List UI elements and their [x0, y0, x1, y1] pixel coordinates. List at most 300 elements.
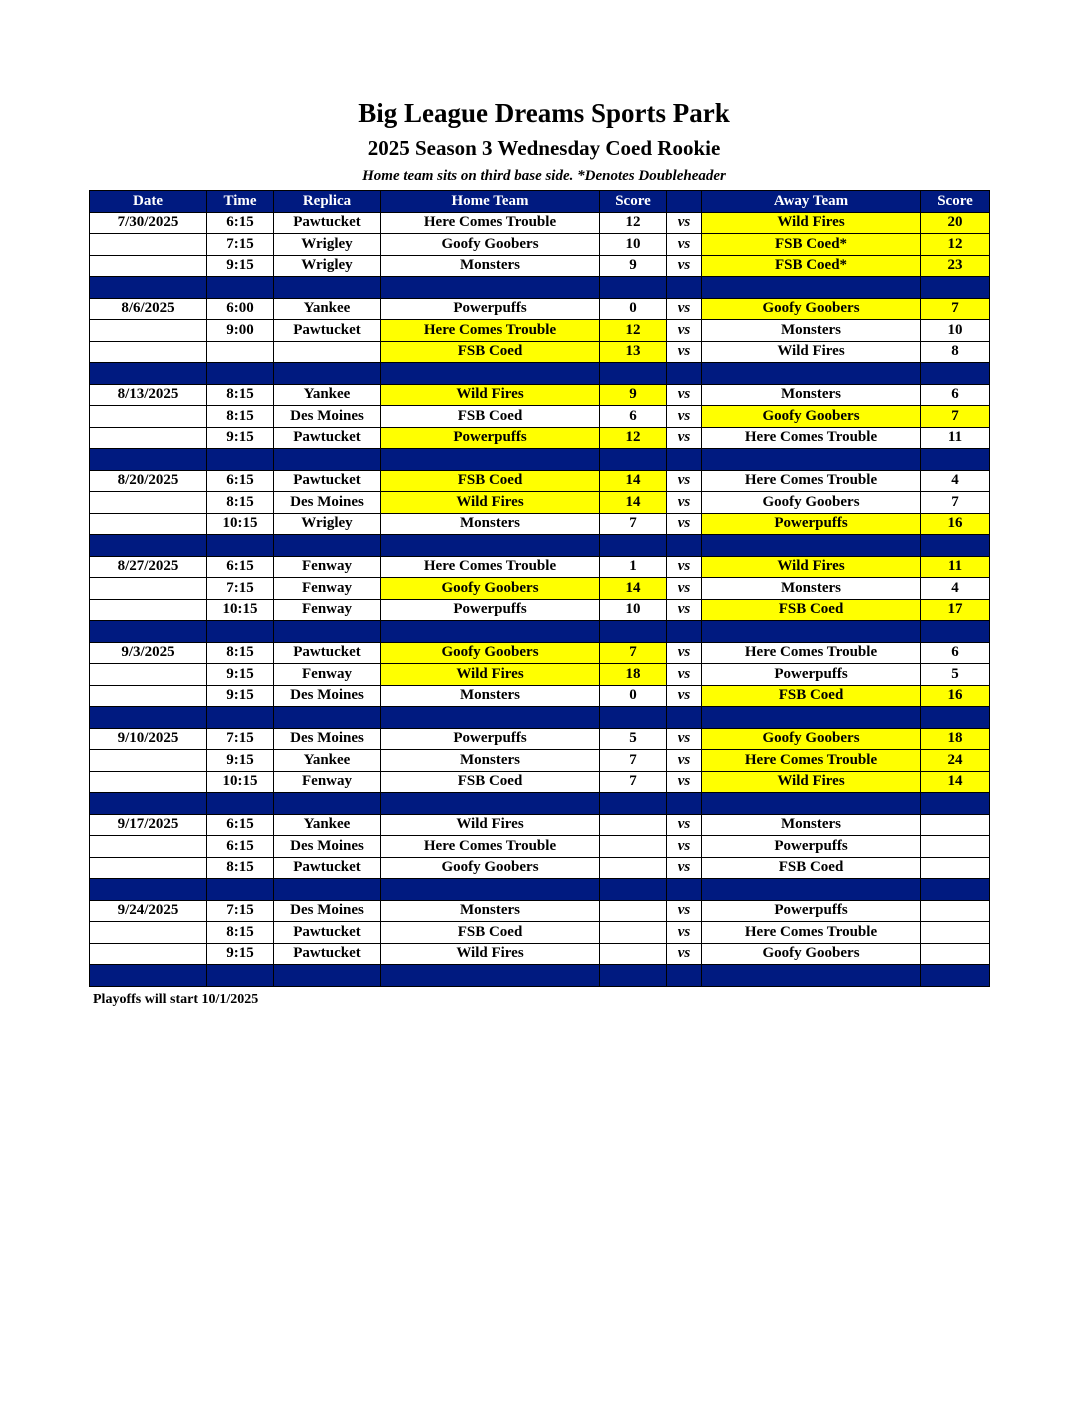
game-date [90, 492, 207, 514]
away-team: Wild Fires [702, 341, 921, 363]
game-date: 9/17/2025 [90, 814, 207, 836]
game-time: 8:15 [207, 857, 274, 879]
col-header-vs [667, 191, 702, 213]
separator-cell [90, 277, 207, 299]
away-score: 8 [921, 341, 990, 363]
separator-cell [381, 965, 600, 987]
game-date [90, 922, 207, 944]
separator-cell [600, 965, 667, 987]
separator-cell [381, 707, 600, 729]
home-team: Goofy Goobers [381, 857, 600, 879]
game-time: 8:15 [207, 922, 274, 944]
vs-label: vs [667, 900, 702, 922]
game-time: 6:15 [207, 814, 274, 836]
game-row [90, 750, 990, 772]
game-date: 8/27/2025 [90, 556, 207, 578]
away-score: 6 [921, 642, 990, 664]
week-separator-row [90, 621, 990, 643]
game-field: Yankee [274, 750, 381, 772]
separator-cell [90, 879, 207, 901]
away-team: Here Comes Trouble [702, 922, 921, 944]
game-row [90, 255, 990, 277]
separator-cell [702, 363, 921, 385]
separator-cell [274, 879, 381, 901]
separator-cell [667, 363, 702, 385]
home-team: FSB Coed [381, 922, 600, 944]
game-row [90, 922, 990, 944]
separator-cell [921, 707, 990, 729]
away-score [921, 836, 990, 858]
separator-cell [207, 277, 274, 299]
separator-cell [600, 707, 667, 729]
home-score: 7 [600, 642, 667, 664]
game-field: Pawtucket [274, 427, 381, 449]
separator-cell [702, 965, 921, 987]
separator-cell [207, 965, 274, 987]
game-row [90, 298, 990, 320]
home-team: FSB Coed [381, 771, 600, 793]
separator-cell [921, 965, 990, 987]
separator-cell [381, 621, 600, 643]
home-team: Here Comes Trouble [381, 212, 600, 234]
away-team: Monsters [702, 320, 921, 342]
game-field: Yankee [274, 384, 381, 406]
separator-cell [667, 277, 702, 299]
away-team: Here Comes Trouble [702, 642, 921, 664]
separator-cell [702, 793, 921, 815]
away-score [921, 900, 990, 922]
separator-cell [600, 535, 667, 557]
separator-cell [600, 621, 667, 643]
game-time: 9:15 [207, 255, 274, 277]
away-score: 7 [921, 406, 990, 428]
game-row [90, 642, 990, 664]
game-row [90, 685, 990, 707]
home-team: Wild Fires [381, 384, 600, 406]
away-team: Goofy Goobers [702, 728, 921, 750]
home-team: Monsters [381, 685, 600, 707]
home-score: 18 [600, 664, 667, 686]
separator-cell [702, 449, 921, 471]
home-team: Wild Fires [381, 943, 600, 965]
away-score: 16 [921, 685, 990, 707]
home-team: Powerpuffs [381, 728, 600, 750]
home-team: Monsters [381, 255, 600, 277]
game-date [90, 750, 207, 772]
separator-cell [274, 621, 381, 643]
playoffs-note: Playoffs will start 10/1/2025 [93, 992, 259, 1007]
vs-label: vs [667, 384, 702, 406]
home-score: 1 [600, 556, 667, 578]
home-score: 14 [600, 492, 667, 514]
away-team: FSB Coed* [702, 255, 921, 277]
separator-cell [274, 277, 381, 299]
game-row [90, 578, 990, 600]
game-time: 6:00 [207, 298, 274, 320]
home-score [600, 836, 667, 858]
game-row [90, 384, 990, 406]
home-team: FSB Coed [381, 406, 600, 428]
col-header-replica: Replica [274, 191, 381, 213]
vs-label: vs [667, 599, 702, 621]
vs-label: vs [667, 836, 702, 858]
vs-label: vs [667, 406, 702, 428]
vs-label: vs [667, 685, 702, 707]
game-time: 9:15 [207, 943, 274, 965]
game-row [90, 320, 990, 342]
away-team: Monsters [702, 578, 921, 600]
separator-cell [702, 879, 921, 901]
separator-cell [381, 363, 600, 385]
home-team: FSB Coed [381, 470, 600, 492]
game-time: 6:15 [207, 836, 274, 858]
home-score: 7 [600, 771, 667, 793]
separator-cell [274, 535, 381, 557]
vs-label: vs [667, 771, 702, 793]
separator-cell [667, 879, 702, 901]
week-separator-row [90, 363, 990, 385]
game-row [90, 212, 990, 234]
home-team: Here Comes Trouble [381, 556, 600, 578]
away-team: Powerpuffs [702, 900, 921, 922]
vs-label: vs [667, 922, 702, 944]
separator-cell [921, 535, 990, 557]
away-score: 14 [921, 771, 990, 793]
col-header-home-score: Score [600, 191, 667, 213]
home-score: 7 [600, 750, 667, 772]
home-team: Goofy Goobers [381, 642, 600, 664]
away-team: Wild Fires [702, 771, 921, 793]
game-field: Pawtucket [274, 320, 381, 342]
separator-cell [207, 621, 274, 643]
game-time: 10:15 [207, 513, 274, 535]
separator-cell [90, 621, 207, 643]
separator-cell [381, 793, 600, 815]
game-row [90, 406, 990, 428]
away-team: FSB Coed [702, 599, 921, 621]
game-row [90, 814, 990, 836]
game-time: 7:15 [207, 900, 274, 922]
game-field: Des Moines [274, 492, 381, 514]
game-date [90, 406, 207, 428]
separator-cell [921, 363, 990, 385]
away-score: 7 [921, 298, 990, 320]
home-score [600, 814, 667, 836]
home-score: 5 [600, 728, 667, 750]
away-score: 18 [921, 728, 990, 750]
separator-cell [90, 965, 207, 987]
away-score: 6 [921, 384, 990, 406]
game-date [90, 578, 207, 600]
game-date [90, 320, 207, 342]
away-team: Powerpuffs [702, 664, 921, 686]
separator-cell [274, 363, 381, 385]
separator-cell [667, 449, 702, 471]
separator-cell [702, 277, 921, 299]
schedule-note: Home team sits on third base side. *Denotes Doubleheader [362, 168, 726, 184]
separator-cell [274, 793, 381, 815]
game-row [90, 341, 990, 363]
separator-cell [90, 793, 207, 815]
game-field: Des Moines [274, 685, 381, 707]
vs-label: vs [667, 320, 702, 342]
game-date [90, 943, 207, 965]
home-score: 10 [600, 234, 667, 256]
away-score: 11 [921, 427, 990, 449]
separator-cell [381, 449, 600, 471]
home-team: Powerpuffs [381, 298, 600, 320]
page-title: Big League Dreams Sports Park [358, 98, 730, 128]
game-date [90, 685, 207, 707]
game-field: Wrigley [274, 513, 381, 535]
home-team: Goofy Goobers [381, 234, 600, 256]
game-time: 8:15 [207, 406, 274, 428]
game-time: 9:15 [207, 685, 274, 707]
home-score [600, 900, 667, 922]
away-score [921, 814, 990, 836]
vs-label: vs [667, 578, 702, 600]
game-row [90, 556, 990, 578]
game-date [90, 836, 207, 858]
game-field: Yankee [274, 298, 381, 320]
game-row [90, 234, 990, 256]
away-score: 4 [921, 470, 990, 492]
game-date [90, 664, 207, 686]
week-separator-row [90, 535, 990, 557]
home-score [600, 943, 667, 965]
game-row [90, 900, 990, 922]
home-score: 9 [600, 384, 667, 406]
game-row [90, 492, 990, 514]
game-field: Fenway [274, 578, 381, 600]
game-field: Fenway [274, 599, 381, 621]
away-team: Monsters [702, 384, 921, 406]
separator-cell [207, 449, 274, 471]
game-field: Pawtucket [274, 212, 381, 234]
away-team: Goofy Goobers [702, 943, 921, 965]
separator-cell [90, 363, 207, 385]
away-team: Monsters [702, 814, 921, 836]
game-date: 9/24/2025 [90, 900, 207, 922]
separator-cell [600, 277, 667, 299]
away-score: 5 [921, 664, 990, 686]
separator-cell [921, 277, 990, 299]
separator-cell [274, 707, 381, 729]
separator-cell [207, 535, 274, 557]
separator-cell [702, 707, 921, 729]
game-date [90, 341, 207, 363]
game-field: Des Moines [274, 406, 381, 428]
home-score: 0 [600, 685, 667, 707]
game-time: 10:15 [207, 771, 274, 793]
vs-label: vs [667, 728, 702, 750]
away-score: 17 [921, 599, 990, 621]
separator-cell [600, 449, 667, 471]
game-time: 6:15 [207, 470, 274, 492]
vs-label: vs [667, 556, 702, 578]
vs-label: vs [667, 857, 702, 879]
game-row [90, 470, 990, 492]
home-score: 6 [600, 406, 667, 428]
away-score [921, 857, 990, 879]
home-team: Monsters [381, 513, 600, 535]
season-subtitle: 2025 Season 3 Wednesday Coed Rookie [367, 136, 721, 160]
away-team: Goofy Goobers [702, 492, 921, 514]
game-date: 8/13/2025 [90, 384, 207, 406]
separator-cell [667, 535, 702, 557]
week-separator-row [90, 965, 990, 987]
game-date: 8/20/2025 [90, 470, 207, 492]
separator-cell [667, 707, 702, 729]
away-score: 11 [921, 556, 990, 578]
separator-cell [921, 621, 990, 643]
game-time: 10:15 [207, 599, 274, 621]
away-score [921, 943, 990, 965]
separator-cell [90, 535, 207, 557]
game-field: Pawtucket [274, 642, 381, 664]
separator-cell [921, 449, 990, 471]
game-date: 9/3/2025 [90, 642, 207, 664]
game-time: 9:00 [207, 320, 274, 342]
game-date: 8/6/2025 [90, 298, 207, 320]
home-score [600, 922, 667, 944]
separator-cell [667, 965, 702, 987]
game-field: Wrigley [274, 234, 381, 256]
separator-cell [207, 707, 274, 729]
home-score: 12 [600, 427, 667, 449]
game-row [90, 857, 990, 879]
home-score [600, 857, 667, 879]
separator-cell [381, 879, 600, 901]
home-team: Monsters [381, 750, 600, 772]
vs-label: vs [667, 341, 702, 363]
schedule-body [90, 212, 990, 986]
game-time: 8:15 [207, 642, 274, 664]
home-score: 14 [600, 578, 667, 600]
away-score: 12 [921, 234, 990, 256]
game-row [90, 836, 990, 858]
separator-cell [600, 363, 667, 385]
separator-cell [207, 793, 274, 815]
game-time: 8:15 [207, 384, 274, 406]
vs-label: vs [667, 814, 702, 836]
separator-cell [274, 449, 381, 471]
home-team: FSB Coed [381, 341, 600, 363]
separator-cell [600, 793, 667, 815]
game-date: 7/30/2025 [90, 212, 207, 234]
separator-cell [90, 707, 207, 729]
home-score: 0 [600, 298, 667, 320]
home-score: 9 [600, 255, 667, 277]
game-row [90, 513, 990, 535]
game-row [90, 771, 990, 793]
vs-label: vs [667, 470, 702, 492]
vs-label: vs [667, 513, 702, 535]
separator-cell [600, 879, 667, 901]
home-team: Wild Fires [381, 664, 600, 686]
col-header-date: Date [90, 191, 207, 213]
away-team: Powerpuffs [702, 836, 921, 858]
week-separator-row [90, 793, 990, 815]
home-team: Here Comes Trouble [381, 320, 600, 342]
game-row [90, 943, 990, 965]
game-field: Fenway [274, 664, 381, 686]
home-score: 7 [600, 513, 667, 535]
separator-cell [667, 793, 702, 815]
game-row [90, 664, 990, 686]
away-score: 10 [921, 320, 990, 342]
away-team: Goofy Goobers [702, 406, 921, 428]
game-time: 7:15 [207, 234, 274, 256]
home-team: Goofy Goobers [381, 578, 600, 600]
vs-label: vs [667, 255, 702, 277]
game-time: 9:15 [207, 427, 274, 449]
away-team: Here Comes Trouble [702, 427, 921, 449]
game-date [90, 255, 207, 277]
separator-cell [207, 879, 274, 901]
game-date [90, 857, 207, 879]
away-team: FSB Coed* [702, 234, 921, 256]
home-team: Here Comes Trouble [381, 836, 600, 858]
game-field: Pawtucket [274, 470, 381, 492]
game-field: Yankee [274, 814, 381, 836]
home-score: 10 [600, 599, 667, 621]
game-time: 6:15 [207, 556, 274, 578]
home-score: 12 [600, 212, 667, 234]
separator-cell [381, 535, 600, 557]
game-date [90, 234, 207, 256]
game-date [90, 427, 207, 449]
game-date: 9/10/2025 [90, 728, 207, 750]
vs-label: vs [667, 750, 702, 772]
col-header-away-score: Score [921, 191, 990, 213]
game-time: 9:15 [207, 664, 274, 686]
vs-label: vs [667, 492, 702, 514]
away-team: Wild Fires [702, 556, 921, 578]
home-team: Powerpuffs [381, 427, 600, 449]
col-header-home-team: Home Team [381, 191, 600, 213]
vs-label: vs [667, 298, 702, 320]
away-team: Powerpuffs [702, 513, 921, 535]
vs-label: vs [667, 234, 702, 256]
game-time: 6:15 [207, 212, 274, 234]
game-row [90, 728, 990, 750]
away-score [921, 922, 990, 944]
game-field: Wrigley [274, 255, 381, 277]
game-time: 9:15 [207, 750, 274, 772]
game-field: Des Moines [274, 900, 381, 922]
game-time: 7:15 [207, 728, 274, 750]
game-field: Pawtucket [274, 943, 381, 965]
game-time [207, 341, 274, 363]
game-row [90, 599, 990, 621]
game-field: Fenway [274, 771, 381, 793]
away-score: 24 [921, 750, 990, 772]
separator-cell [702, 535, 921, 557]
separator-cell [702, 621, 921, 643]
home-score: 13 [600, 341, 667, 363]
separator-cell [921, 793, 990, 815]
away-score: 7 [921, 492, 990, 514]
game-field: Pawtucket [274, 922, 381, 944]
vs-label: vs [667, 664, 702, 686]
away-score: 23 [921, 255, 990, 277]
vs-label: vs [667, 427, 702, 449]
game-field: Des Moines [274, 836, 381, 858]
col-header-time: Time [207, 191, 274, 213]
header-row [90, 191, 990, 213]
schedule-table [89, 190, 990, 987]
